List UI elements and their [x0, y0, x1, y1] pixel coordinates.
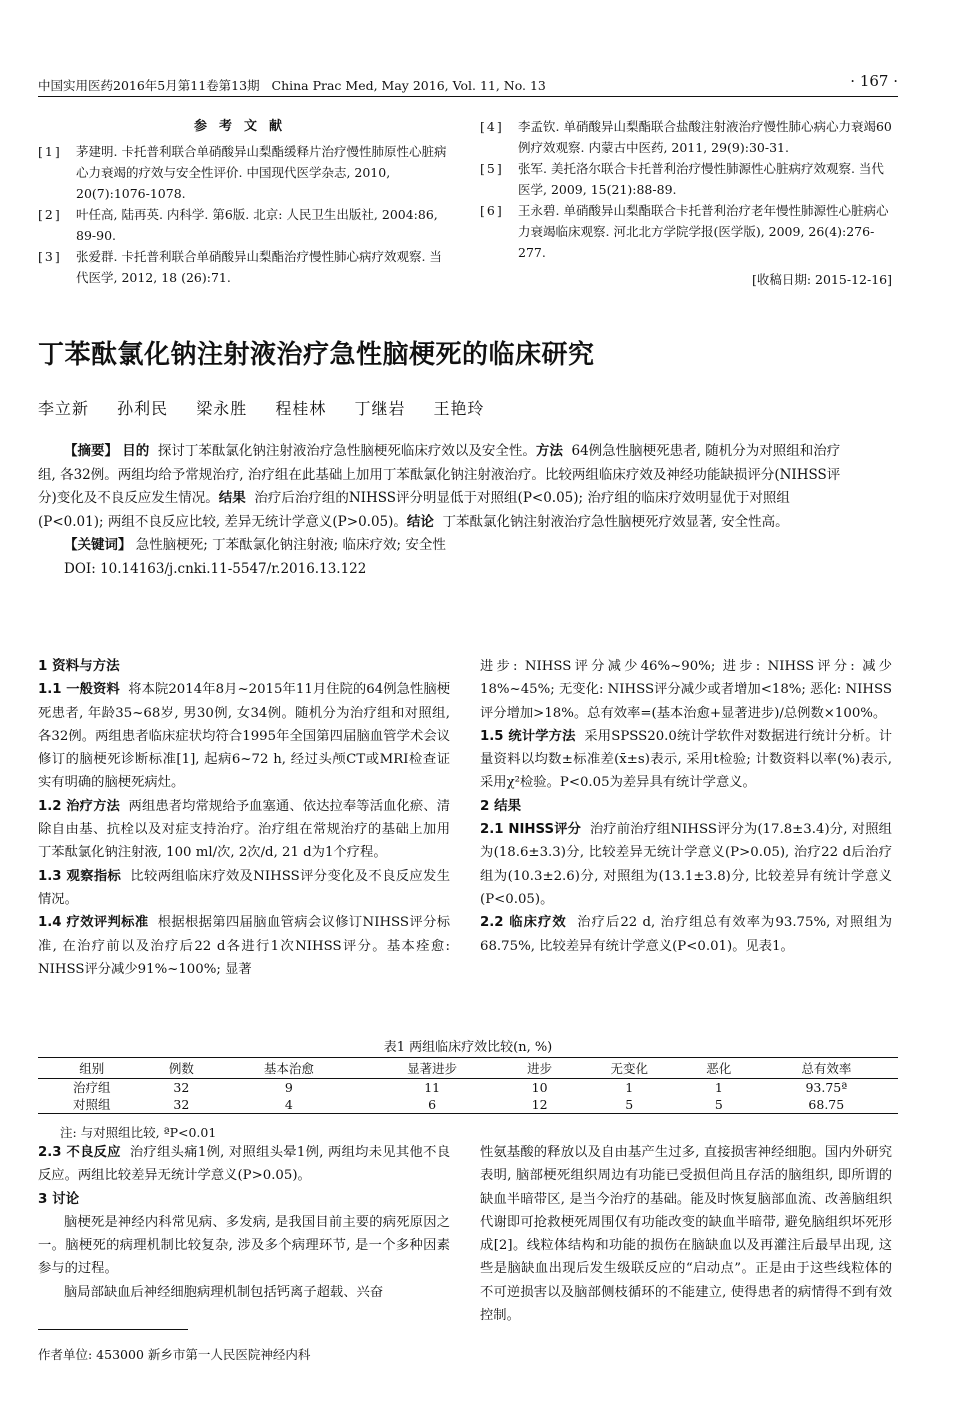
doi: DOI: 10.14163/j.cnki.11-5547/r.2016.13.122 — [64, 560, 367, 577]
keywords: 【关键词】 急性脑梗死; 丁苯酞氯化钠注射液; 临床疗效; 安全性 — [64, 537, 446, 553]
table-header: 显著进步 — [360, 1058, 503, 1079]
table-row — [38, 1096, 898, 1114]
reference-item: [1] 茅建明. 卡托普利联合单硝酸异山梨酯缓释片治疗慢性肺原性心脏病心力衰竭的疗效与安全性评价. 中国现代医学杂志, 2010, 20(7):1076-1078. — [38, 144, 447, 201]
table-header: 总有效率 — [755, 1058, 898, 1079]
reference-item: [2] 叶任高, 陆再英. 内科学. 第6版. 北京: 人民卫生出版社, 2004:86, 89-90. — [38, 207, 438, 243]
running-header — [38, 72, 898, 96]
table-header: 恶化 — [683, 1058, 755, 1079]
author: 梁永胜 — [196, 399, 248, 418]
table-header: 无变化 — [575, 1058, 683, 1079]
efficacy-table — [38, 1057, 898, 1114]
paragraph: 2.3 不良反应 治疗组头痛1例, 对照组头晕1例, 两组均未见其他不良反应。两组比较差异无统计学意义(P>0.05)。 — [38, 1145, 450, 1184]
body-left-column — [38, 655, 450, 981]
references-right — [480, 116, 892, 290]
table-header-row — [38, 1058, 898, 1079]
table-cell: 治疗组 — [72, 1080, 111, 1095]
table-cell: 9 — [284, 1080, 293, 1095]
author: 李立新 — [38, 399, 90, 418]
footnote-divider — [38, 1329, 188, 1330]
paragraph: 脑局部缺血后神经细胞病理机制包括钙离子超载、兴奋 — [64, 1284, 384, 1300]
reference-item: [6] 王永碧. 单硝酸异山梨酯联合卡托普利治疗老年慢性肺源性心脏病心力衰竭临床观察. 河北北方学院学报(医学版), 2009, 26(4):276-277. — [480, 203, 889, 260]
table-cell: 对照组 — [38, 1096, 146, 1114]
references-heading: 参考文献 — [193, 119, 294, 134]
body-right-column — [480, 655, 892, 958]
section-heading: 1 资料与方法 — [38, 658, 120, 674]
author-list — [38, 396, 507, 419]
reference-item: [3] 张爱群. 卡托普利联合单硝酸异山梨酯治疗慢性肺心病疗效观察. 当代医学, 2012, 18 (26):71. — [38, 249, 442, 285]
reference-item: [5] 张军. 美托洛尔联合卡托普利治疗慢性肺源性心脏病疗效观察. 当代医学, 2009, 15(21):88-89. — [480, 161, 884, 197]
body-right-lower — [480, 1141, 892, 1327]
paragraph: 2.1 NIHSS评分 治疗前治疗组NIHSS评分为(17.8±3.4)分, 对照组为(18.6±3.3)分, 比较差异无统计学意义(P>0.05), 治疗22 d后治疗组为(10.3±2.6)分, 对照组为(13.1±3.8)分, 比较差异有统计学意义(P<0.05)。 — [480, 822, 892, 907]
table-title: 表1 两组临床疗效比较(n, %) — [383, 1040, 553, 1055]
article-title: 丁苯酞氯化钠注射液治疗急性脑梗死的临床研究 — [38, 340, 595, 370]
table-cell: 1 — [714, 1080, 723, 1095]
table-header: 进步 — [504, 1058, 576, 1079]
table-cell: 1 — [625, 1080, 634, 1095]
header-divider — [38, 96, 898, 97]
paragraph: 1.3 观察指标 比较两组临床疗效及NIHSS评分变化及不良反应发生情况。 — [38, 868, 451, 907]
body-left-lower — [38, 1141, 450, 1304]
table-header: 基本治愈 — [217, 1058, 360, 1079]
paragraph: 1.5 统计学方法 采用SPSS20.0统计学软件对数据进行统计分析。计量资料以均数±标准差(x̄±s)表示, 采用t检验; 计数资料以率(%)表示, 采用χ²检验。P<0.05为差异具有统计学意义。 — [480, 728, 892, 791]
paragraph: 1.1 一般资料 将本院2014年8月~2015年11月住院的64例急性脑梗死患者, 年龄35~68岁, 男30例, 女34例。随机分为治疗组和对照组, 各32例。两组患者临床症状均符合1995年全国第四届脑血管学术会议修订的脑梗死诊断标准[1], 起病6~72 h, 经过头颅CT或MRI检查证实有明确的脑梗死病灶。 — [38, 682, 450, 791]
author: 孙利民 — [117, 399, 169, 418]
author: 程桂林 — [275, 399, 327, 418]
author: 丁继岩 — [354, 399, 406, 418]
abstract-body: 【摘要】 目的 探讨丁苯酞氯化钠注射液治疗急性脑梗死临床疗效以及安全性。方法 64例急性脑梗死患者, 随机分为对照组和治疗组, 各32例。两组均给予常规治疗, 治疗组在此基础上加用丁苯酞氯化钠注射液治疗。比较两组临床疗效及神经功能缺损评分(NIHSS评分)变化及不良反应发生情况。结果 治疗后治疗组的NIHSS评分明显低于对照组(P<0.05); 治疗组的临床疗效明显优于对照组(P<0.01); 两组不良反应比较, 差异无统计学意义(P>0.05)。结论 丁苯酞氯化钠注射液治疗急性脑梗死疗效显著, 安全性高。 — [38, 443, 841, 530]
table-cell: 6 — [360, 1096, 503, 1114]
author-affiliation: 作者单位: 453000 新乡市第一人民医院神经内科 — [38, 1347, 311, 1362]
page-number: · 167 · — [850, 72, 898, 90]
section-heading: 3 讨论 — [38, 1190, 80, 1207]
table-cell: 32 — [173, 1080, 190, 1095]
journal-name-cn: 中国实用医药2016年5月第11卷第13期 — [38, 78, 260, 93]
paragraph: 进步: NIHSS评分减少46%~90%; 进步: NIHSS评分: 减少18%~45%; 无变化: NIHSS评分减少或者增加<18%; 恶化: NIHSS评分增加>18%。总有效率=(基本治愈+显著进步)/总例数×100%。 — [480, 659, 892, 721]
table-note: 注: 与对照组比较, ªP<0.01 — [60, 1125, 217, 1140]
table-cell: 12 — [504, 1096, 576, 1114]
reference-item: [4] 李孟钦. 单硝酸异山梨酯联合盐酸注射液治疗慢性肺心病心力衰竭60例疗效观察. 内蒙古中医药, 2011, 29(9):30-31. — [480, 119, 892, 155]
journal-name-en: China Prac Med, May 2016, Vol. 11, No. 13 — [271, 78, 546, 93]
table-cell: 32 — [146, 1096, 218, 1114]
paragraph: 1.2 治疗方法 两组患者均常规给予血塞通、依达拉奉等活血化瘀、清除自由基、抗栓以及对症支持治疗。治疗组在常规治疗的基础上加用丁苯酞氯化钠注射液, 100 ml/次, 2次/d, 21 d为1个疗程。 — [38, 798, 450, 861]
table-cell: 5 — [683, 1096, 755, 1114]
table-cell: 68.75 — [755, 1096, 898, 1114]
received-date: [收稿日期: 2015-12-16] — [751, 272, 892, 287]
paragraph: 1.4 疗效评判标准 根据根据第四届脑血管病会议修订NIHSS评分标准, 在治疗前以及治疗后22 d各进行1次NIHSS评分。基本痊愈: NIHSS评分减少91%~100%; 显著 — [38, 915, 450, 977]
paragraph: 2.2 临床疗效 治疗后22 d, 治疗组总有效率为93.75%, 对照组为68.75%, 比较差异有统计学意义(P<0.01)。见表1。 — [480, 915, 892, 954]
table-header: 组别 — [38, 1058, 146, 1079]
table-cell: 93.75ª — [805, 1080, 848, 1095]
author: 王艳玲 — [433, 399, 485, 418]
abstract — [38, 440, 846, 581]
journal-citation — [38, 76, 546, 94]
paragraph: 脑梗死是神经内科常见病、多发病, 是我国目前主要的病死原因之一。脑梗死的病理机制比较复杂, 涉及多个病理环节, 是一个多种因素参与的过程。 — [38, 1214, 450, 1277]
table-header: 例数 — [146, 1058, 218, 1079]
paragraph: 性氨基酸的释放以及自由基产生过多, 直接损害神经细胞。国内外研究表明, 脑部梗死组织周边有功能已受损但尚且存活的脑组织, 即所谓的缺血半暗带区, 是当今治疗的基础。能及时恢复脑部血流、改善脑组织代谢即可抢救梗死周围仅有功能改变的缺血半暗带, 避免脑组织坏死形成[2]。线粒体结构和功能的损伤在脑缺血以及再灌注后最早出现, 这些是脑缺血出现后发生级联反应的“启动点”。正是由于这些线粒体的不可逆损害以及脑部侧枝循环的不能建立, 使得患者的病情得不到有效控制。 — [480, 1145, 892, 1324]
table-cell: 4 — [217, 1096, 360, 1114]
table-cell: 11 — [424, 1080, 441, 1095]
table-cell: 5 — [575, 1096, 683, 1114]
table-cell: 10 — [531, 1080, 548, 1095]
references-left — [38, 116, 450, 288]
section-heading: 2 结果 — [480, 797, 522, 814]
table-row — [38, 1079, 898, 1097]
